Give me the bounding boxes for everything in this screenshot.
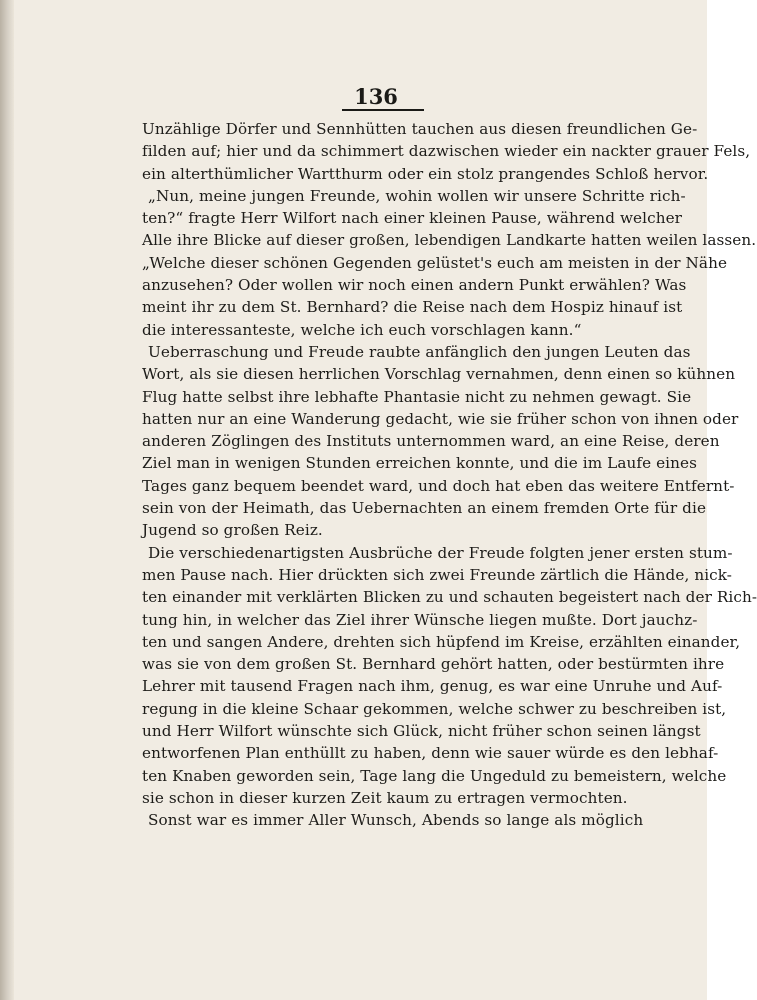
text-line: Wort, als sie diesen herrlichen Vorschlag vernahmen, denn einen so kühnen [142,365,736,384]
text-line: Ziel man in wenigen Stunden erreichen konnte, und die im Laufe eines [142,454,698,473]
text-line: regung in die kleine Schaar gekommen, welche schwer zu beschreiben ist, [142,699,727,718]
text-line: sein von der Heimath, das Uebernachten an einem fremden Orte für die [142,499,707,518]
text-line: ten Knaben geworden sein, Tage lang die Ungeduld zu bemeistern, welche [142,766,727,785]
text-line: Die verschiedenartigsten Ausbrüche der Freude folgten jener ersten stum- [148,543,733,562]
text-line: filden auf; hier und da schimmert dazwischen wieder ein nackter grauer Fels, [142,142,751,161]
text-line: ten?“ fragte Herr Wilfort nach einer kleinen Pause, während welcher [142,209,683,228]
text-line: Alle ihre Blicke auf dieser großen, lebendigen Landkarte hatten weilen lassen. [142,231,757,250]
text-line: Sonst war es immer Aller Wunsch, Abends so lange als möglich [148,811,644,830]
text-line: Unzählige Dörfer und Sennhütten tauchen aus diesen freundlichen Ge- [142,120,698,138]
text-line: anzusehen? Oder wollen wir noch einen andern Punkt erwählen? Was [142,276,687,295]
text-line: entworfenen Plan enthüllt zu haben, denn wie sauer würde es den lebhaf- [142,744,719,763]
header-rule [342,109,424,111]
text-line: meint ihr zu dem St. Bernhard? die Reise nach dem Hospiz hinauf ist [142,298,683,317]
text-line: und Herr Wilfort wünschte sich Glück, nicht früher schon seinen längst [142,722,701,741]
text-line: Jugend so großen Reiz. [142,521,323,540]
text-line: Lehrer mit tausend Fragen nach ihm, genug, es war eine Unruhe und Auf- [142,677,723,696]
text-line: „Nun, meine jungen Freunde, wohin wollen wir unsere Schritte rich- [148,186,686,205]
book-spine-shadow [0,0,14,1000]
text-line: ten und sangen Andere, drehten sich hüpfend im Kreise, erzählten einander, [142,632,741,651]
body-text [142,118,757,832]
text-line: „Welche dieser schönen Gegenden gelüstet's euch am meisten in der Nähe [142,253,728,272]
text-line: hatten nur an eine Wanderung gedacht, wie sie früher schon von ihnen oder [142,409,739,428]
text-line: die interessanteste, welche ich euch vorschlagen kann.“ [142,320,582,339]
text-line: ten einander mit verklärten Blicken zu und schauten begeistert nach der Rich- [142,588,757,607]
page-number: 136 [354,84,398,109]
text-line: Flug hatte selbst ihre lebhafte Phantasie nicht zu nehmen gewagt. Sie [142,387,692,406]
text-line: sie schon in dieser kurzen Zeit kaum zu ertragen vermochten. [142,788,628,807]
text-line: was sie von dem großen St. Bernhard gehört hatten, oder bestürmten ihre [142,655,725,674]
text-line: Ueberraschung und Freude raubte anfänglich den jungen Leuten das [148,342,691,361]
text-line: tung hin, in welcher das Ziel ihrer Wünsche liegen mußte. Dort jauchz- [142,610,698,629]
text-line: ein alterthümlicher Wartthurm oder ein stolz prangendes Schloß hervor. [142,164,709,183]
text-line: Tages ganz bequem beendet ward, und doch hat eben das weitere Entfernt- [142,476,735,495]
text-line: men Pause nach. Hier drückten sich zwei Freunde zärtlich die Hände, nick- [142,565,733,584]
text-line: anderen Zöglingen des Instituts unternommen ward, an eine Reise, deren [142,432,720,451]
